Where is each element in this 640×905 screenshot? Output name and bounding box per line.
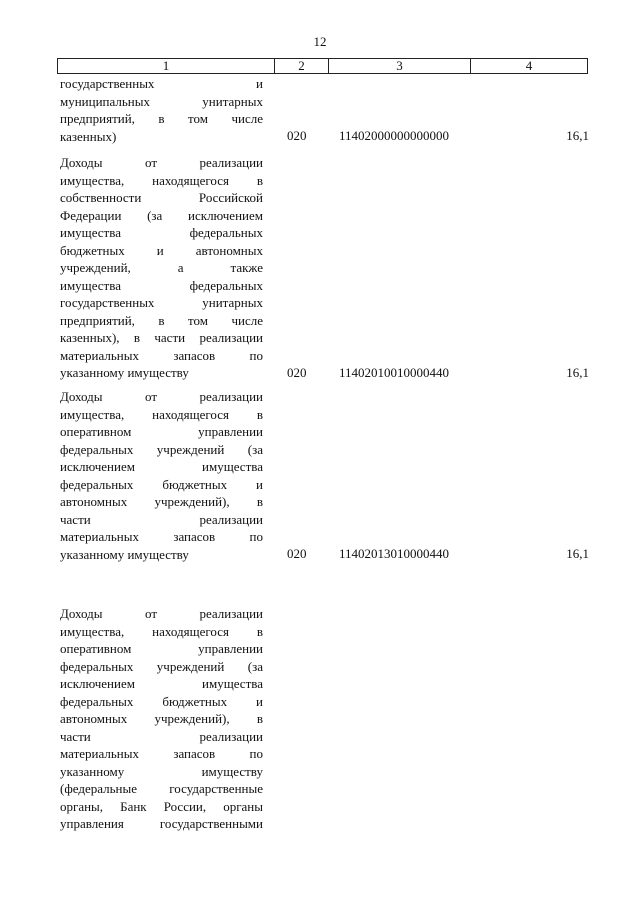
- description-line: государственных и: [60, 76, 263, 91]
- description-line: предприятий, в том числе: [60, 111, 263, 126]
- description-line: указанному имуществу: [60, 546, 189, 562]
- row-amount: 16,1: [566, 365, 589, 380]
- description-line: Федерации (за исключением: [60, 207, 263, 223]
- row-amount: 16,1: [566, 546, 589, 561]
- description-line: федеральных учреждений (за: [60, 441, 263, 457]
- page-number: 12: [313, 34, 327, 49]
- description-line: исключением имущества: [60, 459, 263, 474]
- header-col-3: 3: [329, 59, 471, 73]
- description-line: органы, Банк России, органы: [60, 798, 263, 814]
- description-line: федеральных бюджетных и: [60, 693, 263, 709]
- description-line: казенных), в части реализации: [60, 330, 263, 345]
- description-line: части реализации: [60, 511, 263, 527]
- description-line: казенных): [60, 128, 117, 144]
- description-line: оперативном управлении: [60, 641, 263, 656]
- description-line: Доходы от реализации: [60, 155, 263, 170]
- description-line: имущества, находящегося в: [60, 406, 263, 422]
- description-line: муниципальных унитарных: [60, 93, 263, 109]
- row-description: [60, 605, 263, 833]
- description-line: Доходы от реализации: [60, 606, 263, 621]
- description-line: материальных запасов по: [60, 746, 263, 761]
- description-line: (федеральные государственные: [60, 781, 263, 796]
- row-description: [60, 75, 263, 145]
- description-line: части реализации: [60, 728, 263, 744]
- description-line: автономных учреждений), в: [60, 711, 263, 726]
- row-description: [60, 388, 263, 563]
- header-col-4: 4: [525, 58, 533, 73]
- description-line: федеральных бюджетных и: [60, 476, 263, 492]
- description-line: федеральных учреждений (за: [60, 658, 263, 674]
- description-line: автономных учреждений), в: [60, 494, 263, 509]
- row-code: 020: [287, 546, 307, 561]
- description-line: оперативном управлении: [60, 424, 263, 439]
- description-line: указанному имуществу: [60, 365, 189, 380]
- description-line: имущества, находящегося в: [60, 623, 263, 639]
- row-code: 020: [287, 128, 307, 143]
- row-kbk: 11402013010000440: [339, 546, 450, 561]
- description-line: исключением имущества: [60, 676, 263, 691]
- description-line: материальных запасов по: [60, 529, 263, 544]
- description-line: Доходы от реализации: [60, 389, 263, 404]
- row-description: [60, 154, 263, 382]
- table-row: [60, 75, 590, 145]
- header-col-2: 2: [275, 59, 329, 73]
- table-row: [60, 605, 590, 833]
- description-line: указанному имуществу: [60, 763, 263, 779]
- row-kbk: 11402010010000440: [339, 365, 450, 380]
- table-row: [60, 154, 590, 382]
- header-col-1: 1: [58, 59, 275, 73]
- description-line: материальных запасов по: [60, 347, 263, 363]
- description-line: предприятий, в том числе: [60, 312, 263, 328]
- description-line: государственных унитарных: [60, 295, 263, 310]
- table-header-row: [57, 58, 588, 74]
- description-line: учреждений, а также: [60, 260, 263, 275]
- row-code: 020: [287, 365, 307, 380]
- description-line: бюджетных и автономных: [60, 242, 263, 258]
- description-line: управления государственными: [60, 816, 263, 831]
- row-kbk: 11402000000000000: [339, 128, 450, 143]
- table-row: [60, 388, 590, 563]
- description-line: собственности Российской: [60, 190, 263, 205]
- description-line: имущества федеральных: [60, 225, 263, 240]
- description-line: имущества, находящегося в: [60, 172, 263, 188]
- row-amount: 16,1: [566, 128, 589, 143]
- description-line: имущества федеральных: [60, 277, 263, 293]
